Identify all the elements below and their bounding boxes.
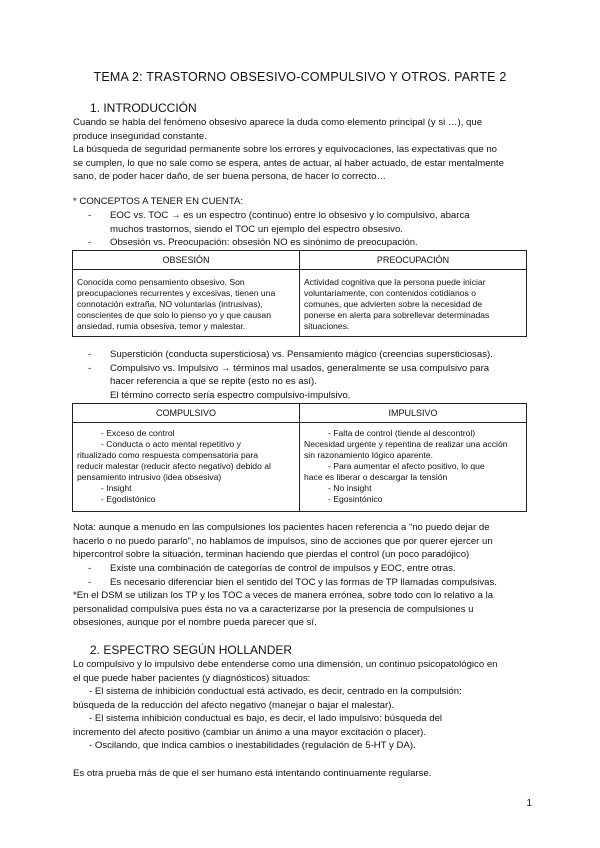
text-line: Cuando se habla del fenómeno obsesivo aparece la duda como elemento principal (y si …), que — [73, 117, 483, 128]
list-item: - Oscilando, que indica cambios o inestabilidades (regulación de 5-HT y DA). — [89, 740, 416, 752]
list-item-continuation: muchos trastornos, siendo el TOC un ejemplo del espectro obsesivo. — [110, 223, 403, 235]
closing-sentence: Es otra prueba más de que el ser humano está intentando continuamente regularse. — [73, 768, 432, 779]
page-title: TEMA 2: TRASTORNO OBSESIVO-COMPULSIVO Y OTROS. PARTE 2 — [93, 70, 507, 84]
text-line: Lo compulsivo y lo impulsivo debe entenderse como una dimensión, un continuo psicopatológico en — [73, 659, 498, 670]
text-line: *En el DSM se utilizan los TP y los TOC a veces de manera errónea, sobre todo con lo relativo a la — [73, 590, 494, 601]
list-item: - Compulsivo vs. Impulsivo → términos mal usados, generalmente se usa compulsivo para — [88, 362, 490, 374]
table-obsesion-preocupacion — [72, 250, 527, 337]
table-compulsivo-impulsivo — [72, 403, 527, 512]
text-line: produce inseguridad constante. — [73, 130, 207, 142]
hollander-items — [73, 685, 533, 753]
bullet-list-c — [88, 562, 530, 589]
text-line: hacerlo o no puedo pararlo”, no hablamos de impulsos, sino de acciones que por querer ejercer un — [73, 535, 493, 547]
list-item: - Es necesario diferenciar bien el sentido del TOC y las formas de TP llamadas compulsivas. — [88, 576, 497, 588]
list-item: - EOC vs. TOC → es un espectro (continuo) entre lo obsesivo y lo compulsivo, abarca — [88, 210, 470, 221]
table-header: IMPULSIVO — [300, 404, 527, 423]
page-number: 1 — [526, 798, 532, 809]
list-item: - Obsesión vs. Preocupación: obsesión NO es sinónimo de preocupación. — [88, 237, 418, 249]
bullet-list-a — [88, 209, 520, 250]
list-item: - Existe una combinación de categorías de control de impulsos y EOC, entre otras. — [88, 563, 456, 574]
intro-paragraph — [73, 116, 533, 184]
note-paragraph — [73, 521, 533, 562]
table-cell: Conocida como pensamiento obsesivo. Son preocupaciones recurrentes y excesivas, tienen una connotación extraña, NO voluntarias (intrusivas), conscientes de que solo lo pienso yo y que causan ansiedad, rumia obsesiva, temor y malestar. — [73, 270, 300, 337]
table-header: OBSESIÓN — [73, 251, 300, 270]
list-item-continuation: El término correcto sería espectro compulsivo-impulsivo. — [110, 389, 351, 401]
table-header: COMPULSIVO — [73, 404, 300, 423]
text-line: La búsqueda de seguridad permanente sobre los errores y equivocaciones, las expectativas que no — [73, 144, 497, 156]
text-line: personalidad compulsiva pues ésta no va a caracterizarse por la presencia de compulsiones u — [73, 603, 474, 615]
text-line: Nota: aunque a menudo en las compulsiones los pacientes hacen referencia a “no puedo dejar de — [73, 522, 490, 533]
hollander-intro — [73, 658, 533, 685]
list-item: - Superstición (conducta supersticiosa) vs. Pensamiento mágico (creencias supersticiosas). — [88, 349, 493, 360]
text-line: sano, de poder hacer daño, de ser buena persona, de hacer lo correcto… — [73, 171, 387, 183]
section-heading-hollander: 2. ESPECTRO SEGÚN HOLLANDER — [90, 643, 293, 657]
section-heading-introduccion: 1. INTRODUCCIÓN — [90, 101, 197, 115]
list-item: - El sistema de inhibición conductual está activado, es decir, centrado en la compulsión: — [89, 686, 462, 697]
table-cell: Actividad cognitiva que la persona puede iniciar voluntariamente, con contenidos cotidianos o comunes, que advierten sobre la necesidad de ponerse en alerta para sobrellevar determinadas situaciones. — [300, 270, 527, 337]
list-item: - El sistema inhibición conductual es bajo, es decir, el lado impulsivo: búsqueda del — [89, 713, 443, 725]
text-line: el que puede haber pacientes (y diagnósticos) situados: — [73, 672, 311, 684]
table-cell: - Falta de control (tiende al descontrol) Necesidad urgente y repentina de realizar una acción sin razonamiento lógico aparente. - Para aumentar el afecto positivo, lo que hace es liberar o descargar la tensión - No insight - Egosintónico — [300, 423, 527, 512]
list-item-continuation: incremento del afecto positivo (cambiar un ánimo a una mayor excitación o placer). — [73, 726, 427, 738]
dsm-note — [73, 589, 533, 630]
bullet-list-b — [88, 348, 530, 402]
table-cell: - Exceso de control - Conducta o acto mental repetitivo y ritualizado como respuesta compensatoria para reducir malestar (reducir afecto negativo) debido al pensamiento intrusivo (idea obsesiva) - Insight - Egodistónico — [73, 423, 300, 512]
text-line: hipercontrol sobre la situación, terminan haciendo que pierdas el control (un poco paradójico) — [73, 549, 470, 561]
list-item-continuation: búsqueda de la reducción del afecto negativo (manejar o bajar el malestar). — [73, 699, 395, 711]
concepts-heading: * CONCEPTOS A TENER EN CUENTA: — [73, 196, 244, 207]
list-item-continuation: hacer referencia a que se repite (esto no es así). — [110, 376, 317, 388]
table-header: PREOCUPACIÓN — [300, 251, 527, 270]
text-line: se cumplen, lo que no sale como se espera, antes de actuar, al haber actuado, de estar mentalmente — [73, 157, 504, 169]
text-line: obsesiones, aunque por el nombre pueda parecer que sí. — [73, 617, 317, 629]
